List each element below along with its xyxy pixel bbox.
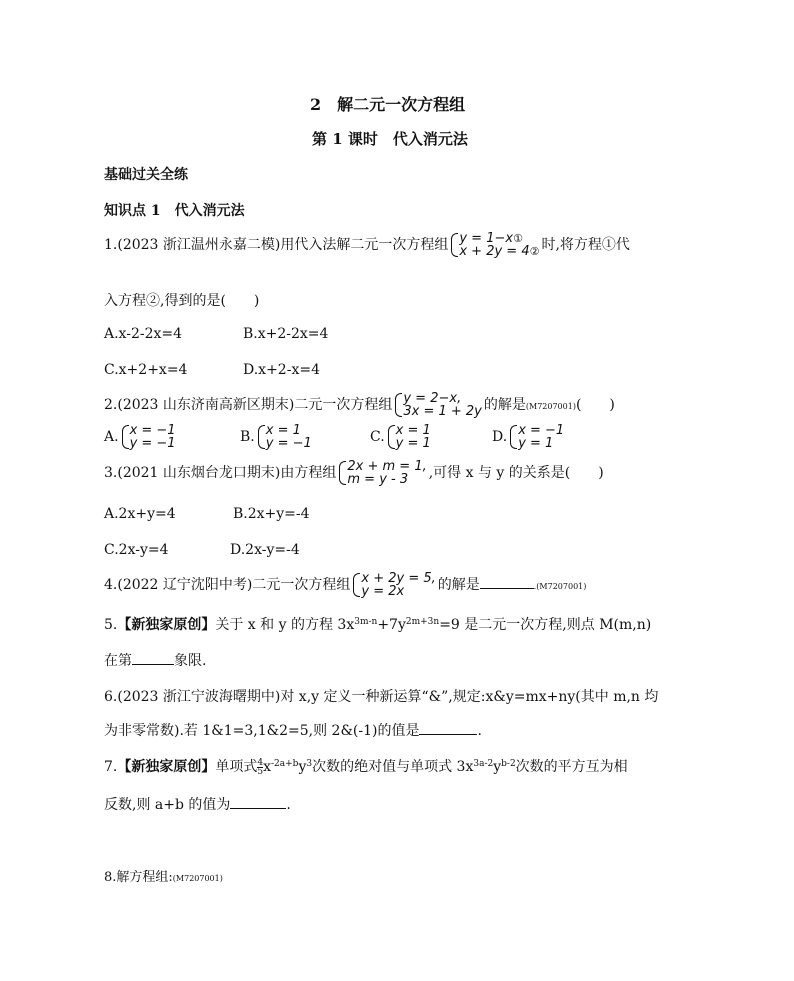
- question-5-line2b: 象限.: [174, 653, 207, 669]
- answer-blank[interactable]: [132, 652, 174, 665]
- question-3-suffix: ,可得 x 与 y 的关系是( ): [428, 465, 604, 481]
- question-1-system: [450, 232, 539, 258]
- question-1-line2: 入方程②,得到的是( ): [104, 293, 260, 309]
- option-label: C.: [370, 429, 385, 445]
- question-2-suffix: 的解是: [483, 397, 526, 413]
- question-3-prefix: 3.(2021 山东烟台龙口期末)由方程组: [104, 465, 337, 481]
- question-6-line2b: .: [477, 723, 482, 739]
- exponent: b-2: [501, 759, 516, 769]
- question-2-option-c: [370, 424, 433, 450]
- option-label: D.: [492, 429, 508, 445]
- question-5-text3: =9 是二元一次方程,则点 M(m,n): [439, 617, 652, 633]
- answer-blank[interactable]: [419, 722, 477, 735]
- question-2: [104, 392, 615, 418]
- circled-2-icon: ②: [529, 245, 540, 258]
- question-7-text2: x: [263, 759, 271, 775]
- option-line: x = 1: [395, 423, 431, 438]
- question-5-text1: 关于 x 和 y 的方程 3x: [215, 617, 355, 633]
- question-2-paren: ( ): [575, 397, 615, 413]
- page-title: 2 解二元一次方程组: [310, 95, 466, 114]
- question-8-code: (M7207001): [172, 874, 223, 883]
- original-tag: 【新独家原创】: [117, 617, 216, 633]
- question-5-line2a: 在第: [104, 653, 132, 669]
- question-5-text2: +7y: [377, 617, 406, 633]
- question-5-line2: [104, 650, 206, 670]
- question-4: [104, 572, 586, 598]
- question-4-eq2: y = 2x: [361, 584, 405, 599]
- question-6-line1: 6.(2023 浙江宁波海曙期中)对 x,y 定义一种新运算“&”,规定:x&y=mx+ny(其中 m,n 均: [104, 689, 659, 705]
- option-system: [387, 424, 431, 450]
- question-7: [104, 756, 628, 776]
- exponent: 2m+3n: [405, 617, 440, 627]
- question-1: [104, 232, 630, 258]
- question-7-line2b: .: [286, 797, 291, 813]
- question-4-eq1: x + 2y = 5,: [361, 571, 436, 586]
- question-3-option-c: C.2x-y=4: [104, 542, 169, 558]
- question-1-option-c: C.x+2+x=4: [104, 362, 188, 378]
- option-system: [121, 424, 176, 450]
- exponent: 3: [306, 759, 313, 769]
- question-4-prefix: 4.(2022 辽宁沈阳中考)二元一次方程组: [104, 577, 351, 593]
- question-6-line2: [104, 720, 482, 740]
- question-3-eq1: 2x + m = 1,: [347, 459, 427, 474]
- question-2-code: (M7207001): [525, 402, 576, 411]
- lesson-subtitle: 第 1 课时 代入消元法: [312, 130, 468, 148]
- exponent: -2a+b: [271, 759, 299, 769]
- question-5-num: 5.: [104, 617, 118, 633]
- knowledge-point-heading: 知识点 1 代入消元法: [104, 203, 245, 219]
- fraction-numerator: 4: [257, 757, 264, 768]
- option-system: [509, 424, 564, 450]
- exponent: 3a-2: [473, 759, 494, 769]
- option-line: y = 1: [518, 436, 554, 451]
- question-3-option-b: B.2x+y=-4: [233, 506, 310, 522]
- question-2-system: [394, 392, 482, 418]
- question-7-text6: 次数的平方互为相: [515, 759, 628, 775]
- option-line: y = 1: [395, 436, 431, 451]
- question-3-option-a: A.2x+y=4: [104, 506, 176, 522]
- question-1-eq1: y = 1−x: [459, 231, 514, 246]
- question-7-num: 7.: [104, 759, 118, 775]
- option-system: [257, 424, 312, 450]
- question-8-text: 8.解方程组:: [104, 870, 173, 885]
- answer-blank[interactable]: [230, 796, 286, 809]
- question-4-suffix: 的解是: [437, 577, 480, 593]
- question-7-line2: [104, 794, 291, 814]
- question-7-text4: 次数的绝对值与单项式 3x: [312, 759, 474, 775]
- section-heading: 基础过关全练: [104, 167, 188, 183]
- question-7-text1: 单项式: [215, 759, 258, 775]
- option-line: x = −1: [518, 423, 565, 438]
- question-1-prefix: 1.(2023 浙江温州永嘉二模)用代入法解二元一次方程组: [104, 237, 449, 253]
- question-7-text5: y: [493, 759, 502, 775]
- question-1-option-d: D.x+2-x=4: [243, 362, 320, 378]
- question-3-system: [338, 460, 426, 486]
- question-7-line2a: 反数,则 a+b 的值为: [104, 797, 231, 813]
- question-2-option-a: [104, 424, 178, 450]
- option-label: A.: [104, 429, 119, 445]
- question-3: [104, 460, 604, 486]
- exponent: 3m-n: [354, 617, 378, 627]
- question-6-line2a: 为非零常数).若 1&1=3,1&2=5,则 2&(-1)的值是: [104, 723, 420, 739]
- question-7-text3: y: [298, 759, 307, 775]
- question-8: [104, 866, 223, 885]
- option-line: x = −1: [129, 423, 176, 438]
- question-2-eq2: 3x = 1 + 2y: [403, 404, 482, 419]
- question-2-eq1: y = 2−x,: [403, 391, 462, 406]
- question-2-option-d: [492, 424, 566, 450]
- question-3-eq2: m = y - 3: [347, 472, 409, 487]
- question-1-option-b: B.x+2-2x=4: [243, 326, 329, 342]
- option-line: y = −1: [129, 436, 176, 451]
- question-2-prefix: 2.(2023 山东济南高新区期末)二元一次方程组: [104, 397, 393, 413]
- question-1-option-a: A.x-2-2x=4: [104, 326, 183, 342]
- option-line: y = −1: [265, 436, 312, 451]
- question-1-eq2: x + 2y = 4: [459, 244, 530, 259]
- question-1-suffix: 时,将方程①代: [541, 237, 630, 253]
- option-label: B.: [240, 429, 255, 445]
- question-2-option-b: [240, 424, 314, 450]
- option-line: x = 1: [265, 423, 301, 438]
- question-4-code: .(M7207001): [533, 582, 587, 591]
- circled-1-icon: ①: [513, 232, 523, 245]
- question-4-system: [352, 572, 435, 598]
- answer-blank[interactable]: [480, 576, 534, 589]
- original-tag: 【新独家原创】: [117, 759, 216, 775]
- question-5: [104, 614, 651, 634]
- fraction-denominator: 5: [257, 766, 264, 777]
- question-3-option-d: D.2x-y=-4: [230, 542, 300, 558]
